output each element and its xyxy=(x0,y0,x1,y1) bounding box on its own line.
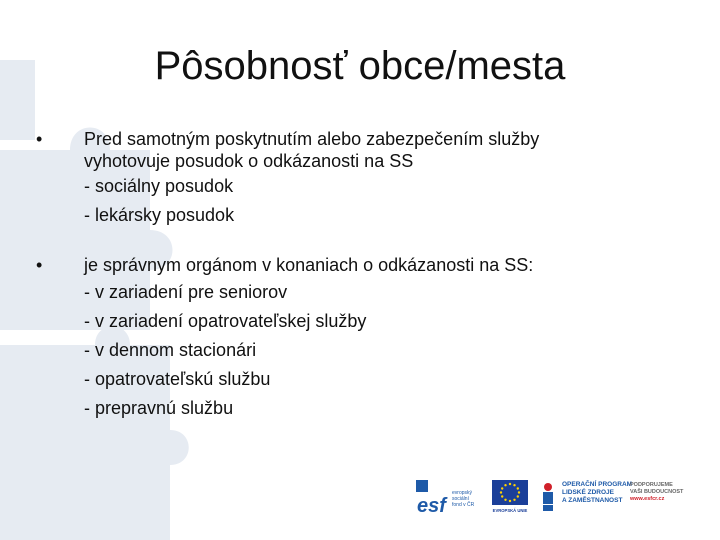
bullet-subline: - sociálny posudok xyxy=(84,176,234,196)
bullet-marker: • xyxy=(36,129,43,149)
website-link[interactable]: www.esfcr.cz xyxy=(630,496,665,502)
bullet-line: Pred samotným poskytnutím alebo zabezpečením služby xyxy=(84,129,540,149)
footer-logos xyxy=(414,478,684,516)
bullet-line: je správnym orgánom v konaniach o odkázanosti na SS: xyxy=(84,255,534,275)
slogan-line: VAŠI BUDOUCNOST xyxy=(630,489,684,495)
bullet-subline: - prepravnú službu xyxy=(84,398,234,418)
bullet-list xyxy=(36,128,676,447)
esf-subtext: sociální xyxy=(452,496,469,502)
bullet-subline: - opatrovateľskú službu xyxy=(84,369,271,389)
esf-logo xyxy=(416,480,480,514)
op-logo xyxy=(538,478,684,516)
op-line: OPERAČNÍ PROGRAM xyxy=(562,481,633,488)
slogan xyxy=(630,482,683,503)
bullet-item-posudok xyxy=(36,128,676,230)
bullet-subline: - lekársky posudok xyxy=(84,205,235,225)
bullet-subline: - v dennom stacionári xyxy=(84,340,257,360)
bullet-item-spravny-organ xyxy=(36,254,676,423)
slogan-line: PODPORUJEME xyxy=(630,482,673,488)
bullet-subline: - v zariadení opatrovateľskej služby xyxy=(84,311,367,331)
op-line: LIDSKÉ ZDROJE xyxy=(562,489,615,496)
bullet-subline: - v zariadení pre seniorov xyxy=(84,282,288,302)
esf-subtext: fond v ČR xyxy=(452,502,475,508)
op-line: A ZAMĚSTNANOST xyxy=(562,497,623,504)
eu-flag-icon xyxy=(490,480,530,514)
esf-logo-text: esf xyxy=(417,495,446,514)
op-text xyxy=(562,481,632,505)
eu-label: EVROPSKÁ UNIE xyxy=(492,508,528,513)
bullet-line: vyhotovuje posudok o odkázanosti na SS xyxy=(84,151,414,171)
bullet-marker: • xyxy=(36,255,43,275)
esf-subtext: evropský xyxy=(452,490,473,496)
people-icon xyxy=(538,481,558,513)
slide-title: Pôsobnosť obce/mesta xyxy=(154,44,566,88)
